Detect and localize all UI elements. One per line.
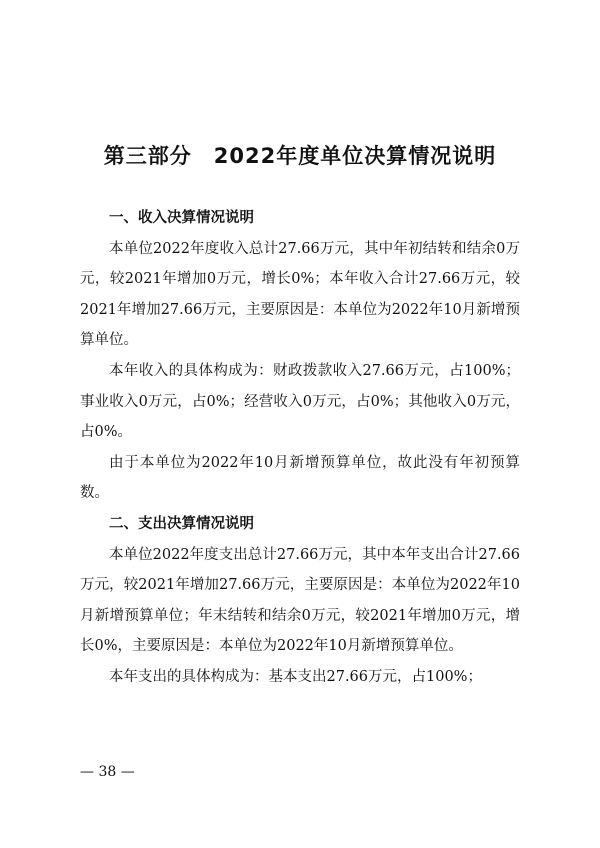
- page-number: — 38 —: [80, 764, 135, 780]
- expenditure-paragraph-total: 本单位2022年度支出总计27.66万元，其中本年支出合计27.66万元，较2021年增加27.66万元，主要原因是：本单位为2022年10月新增预算单位；年末结转和结余0万元，较2021年增加0万元，增长0%，主要原因是：本单位为2022年10月新增预算单位。: [80, 546, 520, 655]
- section-heading-expenditure: 二、支出决算情况说明: [109, 515, 254, 532]
- page-title: 第三部分 2022年度单位决算情况说明: [103, 144, 497, 168]
- income-paragraph-composition: 本年收入的具体构成为：财政拨款收入27.66万元，占100%；事业收入0万元，占0%；经营收入0万元，占0%；其他收入0万元，占0%。: [80, 362, 520, 441]
- income-paragraph-total: 本单位2022年度收入总计27.66万元，其中年初结转和结余0万元，较2021年增加0万元，增长0%；本年收入合计27.66万元，较2021年增加27.66万元，主要原因是：本单位为2022年10月新增预算单位。: [80, 240, 520, 349]
- section-heading-income: 一、收入决算情况说明: [109, 210, 254, 226]
- income-paragraph-budget-note: 由于本单位为2022年10月新增预算单位，故此没有年初预算数。: [80, 454, 520, 502]
- document-body: [80, 203, 520, 693]
- expenditure-paragraph-composition: 本年支出的具体构成为：基本支出27.66万元，占100%；: [109, 668, 482, 685]
